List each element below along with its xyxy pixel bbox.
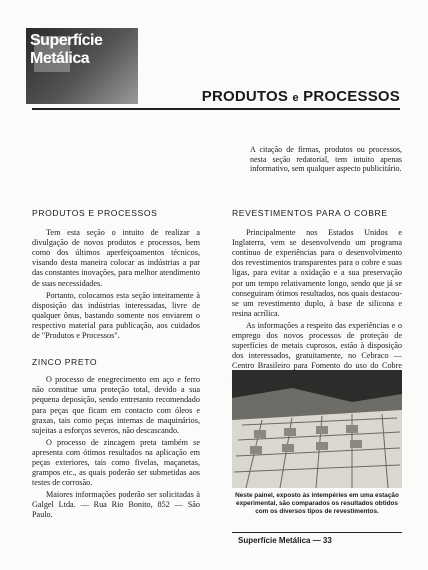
left-column — [32, 208, 200, 521]
page-footer: Superfície Metálica — 33 — [238, 536, 332, 545]
paragraph: Maiores informações poderão ser solicitadas à Galgel Ltda. — Rua Rio Bonito, 852 — São Paulo. — [32, 490, 200, 520]
logo-text-line2: Metálica — [30, 50, 90, 67]
right-column — [232, 208, 402, 392]
paragraph: Tem esta seção o intuito de realizar a divulgação de novos produtos e processos, bem como dos últimos aperfeiçoamentos técnicos, visando desta maneira colocar as indústrias a par das constantes inovações, para melhor atendimento de suas necessidades. — [32, 228, 200, 288]
footer-rule — [232, 532, 402, 533]
paragraph: Portanto, colocamos esta seção inteiramente à disposição das indústrias interessadas, livre de qualquer ônus, bastando somente nos enviarem o respectivo material para publicação, aos cuidados de "Produtos e Processos". — [32, 290, 200, 341]
photo-caption: Neste painel, exposto às intempéries em uma estação experimental, são comparados os resultados obtidos com os diversos tipos de revestimentos. — [235, 492, 399, 515]
paragraph: O processo de enegrecimento em aço e ferro não constitue uma proteção total, devido a sua pequena deposição, sendo entretanto recomendado para peças que ficam em contacto com óleos e graxas, tais como peças internas de maquinários, sujeitas a esforços severos, não descascando. — [32, 375, 200, 435]
photo-illustration — [232, 370, 402, 488]
title-rule — [32, 108, 400, 110]
test-panel-photo — [232, 370, 402, 488]
paragraph: O processo de zincagem preta também se apresenta com ótimos resultados na aplicação em peças exteriores, tais como fivelas, maçanetas, grampos etc., as quais poderão ser submetidas aos testes de corrosão. — [32, 437, 200, 488]
paragraph: As informações a respeito das experiências e o emprego dos novos processos de proteção de superfícies de metais cuprosos, estão à disposição dos interessados, gratuitamente, no Cebraco — Centro Brasileiro para Fomento do uso do Cobre — [232, 320, 402, 371]
editorial-note: A citação de firmas, produtos ou processos, nesta seção redatorial, tem intuito apenas informativo, sem qualquer aspecto publicitário. — [250, 145, 402, 173]
page-title: PRODUTOS e PROCESSOS — [201, 88, 400, 105]
section-heading-produtos: PRODUTOS E PROCESSOS — [32, 208, 158, 218]
logo-text-line1: Superfície — [30, 32, 103, 49]
section-heading-zinco: ZINCO PRETO — [32, 357, 98, 368]
section-heading-revestimentos: REVESTIMENTOS PARA O COBRE — [232, 208, 388, 218]
paragraph: Principalmente nos Estados Unidos e Inglaterra, vem se desenvolvendo um programa contínuo de experiências para o desenvolvimento dos revestimentos transparentes para o cobre e suas ligas, para evitar a oxidação e a sua preservação por um tempo relativamente longo, sendo que já se conseguiram ótimos resultados, nos quais destacou-se um revestimento duplo, à base de silicona e resina acrílica. — [232, 228, 402, 318]
